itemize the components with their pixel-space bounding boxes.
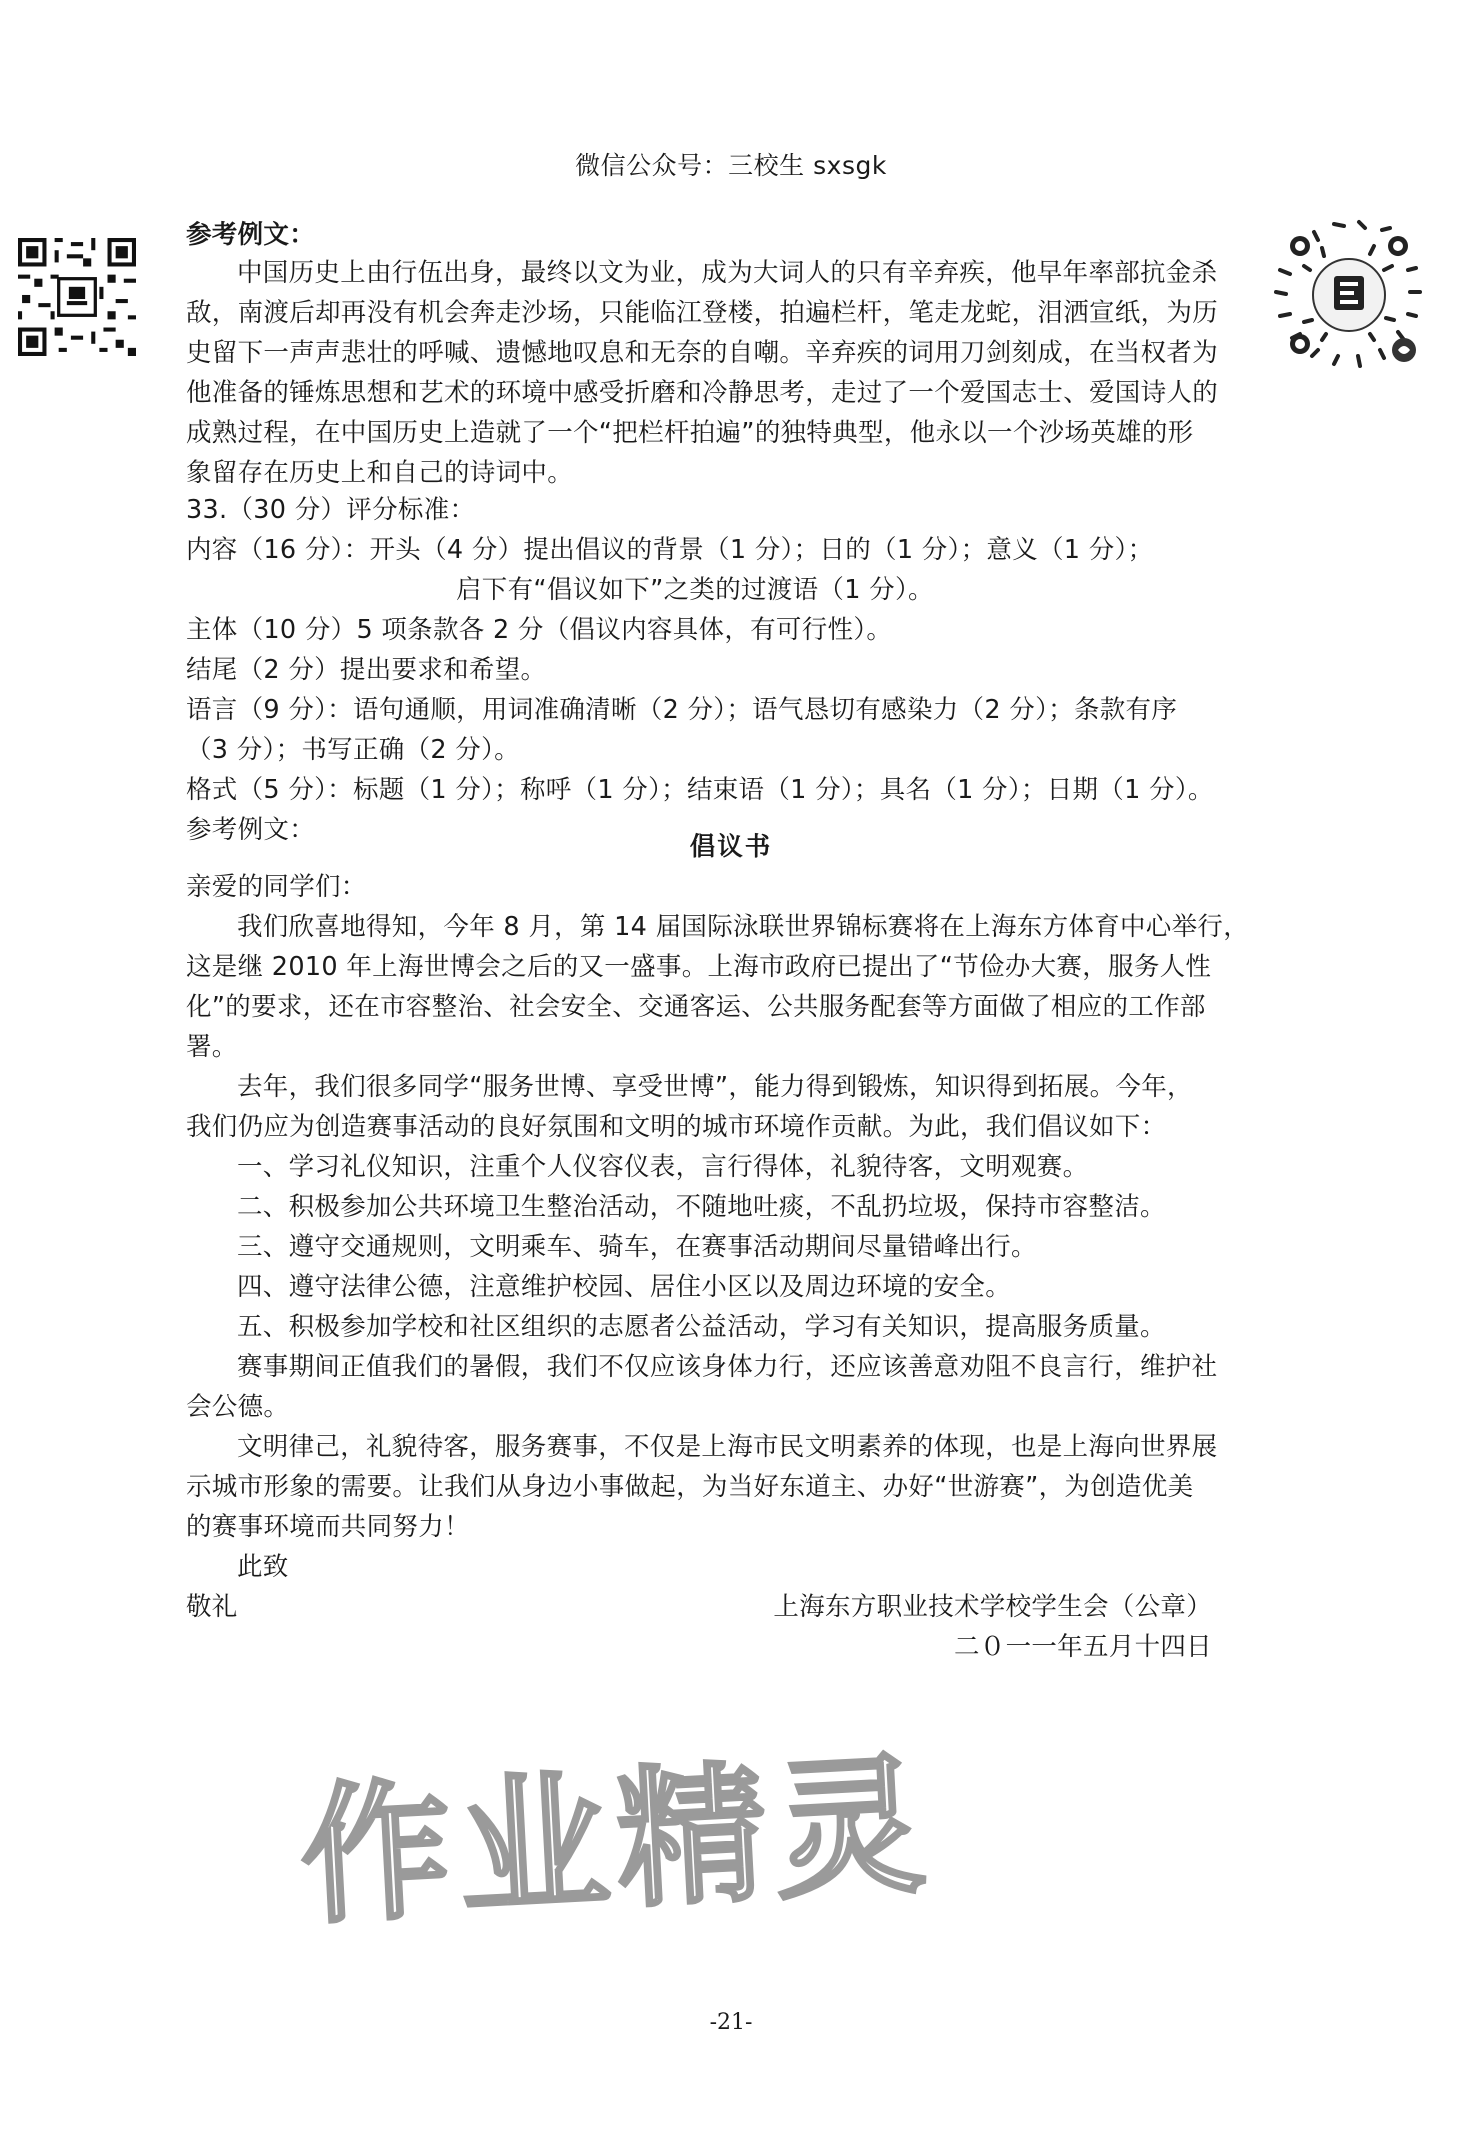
essay-line: 他准备的锤炼思想和艺术的环境中感受折磨和冷静思考，走过了一个爱国志士、爱国诗人的 xyxy=(186,378,1219,408)
essay-title: 参考例文： xyxy=(186,220,316,250)
rubric-language-cont: （3 分）；书写正确（2 分）。 xyxy=(186,735,520,765)
rubric-content-cont: 启下有“倡议如下”之类的过渡语（1 分）。 xyxy=(456,575,934,605)
letter-line: 化”的要求，还在市容整治、社会安全、交通客运、公共服务配套等方面做了相应的工作部 xyxy=(186,992,1206,1022)
letter-closing: 此致 xyxy=(237,1552,289,1582)
letter-line: 示城市形象的需要。让我们从身边小事做起，为当好东道主、办好“世游赛”，为创造优美 xyxy=(186,1472,1194,1502)
rubric-language: 语言（9 分）：语句通顺，用词准确清晰（2 分）；语气恳切有感染力（2 分）；条款有序 xyxy=(186,695,1178,725)
watermark-logo: 作业精灵 xyxy=(296,1738,937,1946)
rubric-body: 主体（10 分）5 项条款各 2 分（倡议内容具体，有可行性）。 xyxy=(186,615,893,645)
rubric-ending: 结尾（2 分）提出要求和希望。 xyxy=(186,655,547,685)
proposal-item: 一、学习礼仪知识，注重个人仪容仪表，言行得体，礼貌待客，文明观赛。 xyxy=(237,1152,1089,1182)
essay-line: 敌，南渡后却再没有机会奔走沙场，只能临江登楼，拍遍栏杆，笔走龙蛇，泪洒宣纸，为历 xyxy=(186,298,1219,328)
rubric-heading: 33.（30 分）评分标准： xyxy=(186,495,476,525)
rubric-section xyxy=(186,490,1214,850)
letter-line: 我们仍应为创造赛事活动的良好氛围和文明的城市环境作贡献。为此，我们倡议如下： xyxy=(186,1112,1167,1142)
proposal-item: 四、遵守法律公德，注意维护校园、居住小区以及周边环境的安全。 xyxy=(237,1272,1012,1302)
essay-line: 成熟过程，在中国历史上造就了一个“把栏杆拍遍”的独特典型，他永以一个沙场英雄的形 xyxy=(186,418,1194,448)
qr-code-icon xyxy=(18,238,136,356)
essay-line: 象留存在历史上和自己的诗词中。 xyxy=(186,458,574,488)
letter-line: 署。 xyxy=(186,1032,238,1062)
letter-line: 这是继 2010 年上海世博会之后的又一盛事。上海市政府已提出了“节俭办大赛，服务人性 xyxy=(186,952,1212,982)
page-number: -21- xyxy=(709,2010,753,2035)
letter-line: 去年，我们很多同学“服务世博、享受世博”，能力得到锻炼，知识得到拓展。今年， xyxy=(237,1072,1193,1102)
essay-line: 史留下一声声悲壮的呼喊、遗憾地叹息和无奈的自嘲。辛弃疾的词用刀剑刻成，在当权者为 xyxy=(186,338,1219,368)
essay-line: 中国历史上由行伍出身，最终以文为业，成为大词人的只有辛弃疾，他早年率部抗金杀 xyxy=(237,258,1218,288)
letter-line: 的赛事环境而共同努力！ xyxy=(186,1512,470,1542)
letter-line: 我们欣喜地得知，今年 8 月，第 14 届国际泳联世界锦标赛将在上海东方体育中心举行， xyxy=(237,912,1249,942)
proposal-item: 二、积极参加公共环境卫生整治活动，不随地吐痰，不乱扔垃圾，保持市容整洁。 xyxy=(237,1192,1166,1222)
letter-line: 会公德。 xyxy=(186,1392,290,1422)
essay-body xyxy=(186,253,1218,493)
letter-closing: 敬礼 xyxy=(186,1592,238,1622)
rubric-format: 格式（5 分）：标题（1 分）；称呼（1 分）；结束语（1 分）；具名（1 分）；日期（1 分）。 xyxy=(186,775,1214,805)
letter-title: 倡议书 xyxy=(689,832,773,862)
rubric-content: 内容（16 分）：开头（4 分）提出倡议的背景（1 分）；日的（1 分）；意义（1 分）； xyxy=(186,535,1154,565)
letter-signature: 上海东方职业技术学校学生会（公章） xyxy=(773,1592,1212,1622)
letter-salutation: 亲爱的同学们： xyxy=(186,872,367,902)
letter-body xyxy=(186,867,1249,1627)
letter-line: 赛事期间正值我们的暑假，我们不仅应该身体力行，还应该善意劝阻不良言行，维护社 xyxy=(237,1352,1218,1382)
proposal-item: 五、积极参加学校和社区组织的志愿者公益活动，学习有关知识，提高服务质量。 xyxy=(237,1312,1166,1342)
wechat-header: 微信公众号：三校生 sxsgk xyxy=(575,151,887,180)
proposal-item: 三、遵守交通规则，文明乘车、骑车，在赛事活动期间尽量错峰出行。 xyxy=(237,1232,1037,1262)
letter-date: 二０一一年五月十四日 xyxy=(953,1632,1212,1662)
sample-label: 参考例文： xyxy=(186,815,316,845)
mini-program-code-icon xyxy=(1264,210,1434,384)
letter-line: 文明律己，礼貌待客，服务赛事，不仅是上海市民文明素养的体现，也是上海向世界展 xyxy=(237,1432,1218,1462)
